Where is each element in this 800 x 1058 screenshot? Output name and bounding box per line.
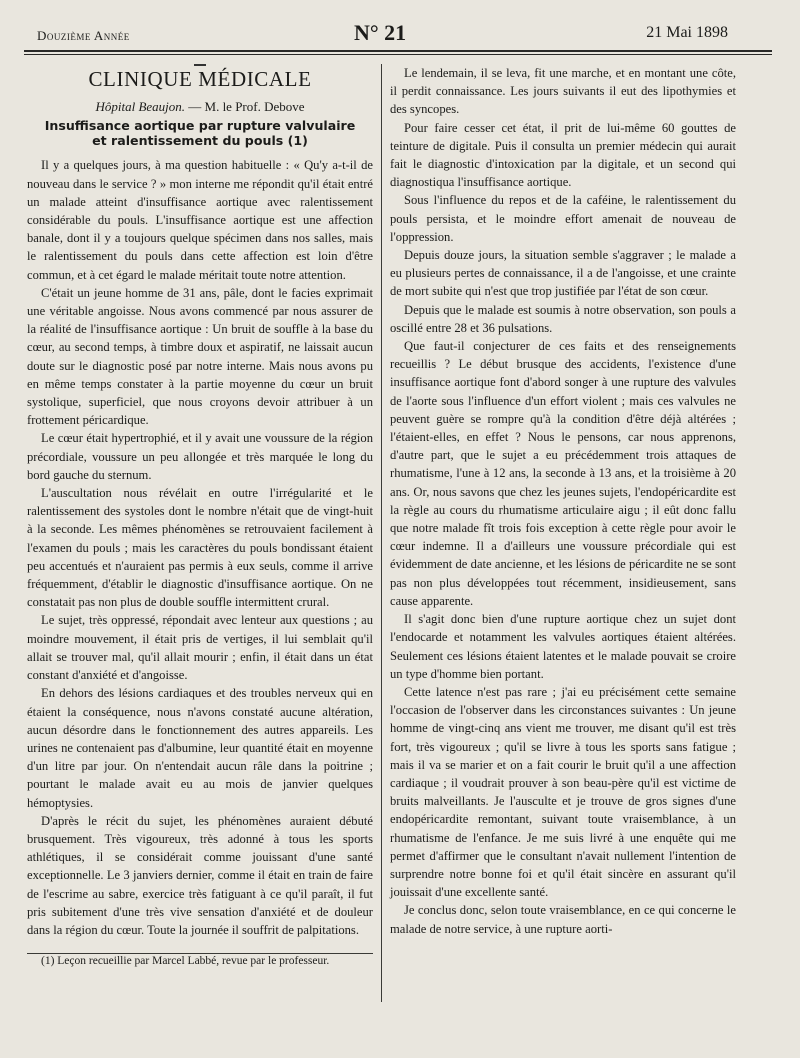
right-column xyxy=(390,64,736,938)
paragraph: En dehors des lésions cardiaques et des troubles nerveux qui en étaient la conséquence, nous n'avons constaté aucune altération, aucun désordre dans le fonctionnement des autres appareils. Les urines ne contenaient pas d'albumine, leur quantité était en moyenne d'un litre par jour. On n'entendait aucun râle dans la poitrine ; pourtant le malade avait eu au mois de janvier quelques hémoptysies. xyxy=(27,686,373,810)
issue-date: 21 Mai 1898 xyxy=(646,24,728,41)
header-rule xyxy=(24,50,772,55)
paragraph: Cette latence n'est pas rare ; j'ai eu précisément cette semaine l'occasion de l'observer dans les circonstances suivantes : Un jeune homme de vingt-cinq ans vient me trouver, me disant qu'il est très fort, très vigoureux ; qu'il se livre à tous les sports sans fatigue ; mais il va se marier et on a fait courir le bruit qu'il a une affection cardiaque ; il voudrait prouver à son beau-père qu'il est victime de bruits malveillants. Je l'ausculte et je trouve de gros signes d'une endopéricardite remontant, suivant toute vraisemblance, à un rhumatisme de l'enfance. Je me suis livré à une enquête qui me permet d'affirmer que le consultant n'avait nullement l'intention de surprendre notre bonne foi et qu'il était sincère en assurant qu'il jouissait d'une excellente santé. xyxy=(390,684,736,900)
subtitle-line-2: et ralentissement du pouls (1) xyxy=(92,133,308,149)
page-header xyxy=(0,18,800,52)
issue-number: N° 21 xyxy=(354,20,407,45)
column-divider xyxy=(381,64,382,1002)
paragraph: L'auscultation nous révélait en outre l'irrégularité et le ralentissement des systoles dont le nombre n'était que de vingt-huit à la seconde. Les mêmes phénomènes se retrouvaient facilement à l'examen du pouls ; mais les caractères du pouls bondissant étaient peu accentués et n'auraient pas permis à eux seuls, comme il arrive fréquemment, d'établir le diagnostic d'insuffisance aortique. On ne constatait pas non plus de double souffle intermittent crural. xyxy=(27,486,373,610)
paragraph: Il y a quelques jours, à ma question habituelle : « Qu'y a-t-il de nouveau dans le service ? » mon interne me répondit qu'il était entré un malade atteint d'insuffisance aortique avec ralentissement considérable du pouls. L'insuffisance aortique est une affection banale, dont il y a toujours quelque spécimen dans nos salles, mais le ralentissement du pouls dans cette affection est loin d'être commun, et à cet égard le malade méritait toute notre attention. xyxy=(27,158,373,282)
paragraph: Il s'agit donc bien d'une rupture aortique chez un sujet dont l'endocarde et notamment les valvules aortiques étaient altérées. Seulement ces lésions étaient latentes et le malade pouvait se croire un type d'homme bien portant. xyxy=(390,612,736,681)
paragraph: Depuis douze jours, la situation semble s'aggraver ; le malade a eu plusieurs pertes de connaissance, il a de l'angoisse, et une crainte de mort subite qui n'est que trop justifiée par l'état de son cœur. xyxy=(390,248,736,299)
paragraph: Depuis que le malade est soumis à notre observation, son pouls a oscillé entre 28 et 36 pulsations. xyxy=(390,302,736,335)
paragraph: Je conclus donc, selon toute vraisemblance, en ce qui concerne le malade de notre service, à une rupture aorti- xyxy=(390,903,736,936)
article-subtitle xyxy=(27,118,373,148)
section-title: CLINIQUE MÉDICALE xyxy=(88,67,312,91)
paragraph: D'après le récit du sujet, les phénomènes auraient débuté brusquement. Très vigoureux, très adonné à tous les sports athlétiques, il se considérait comme jouissant d'une santé exceptionnelle. Le 3 janviers dernier, comme il était en train de faire de l'escrime au sabre, exercice très fatiguant à ce qu'il paraît, il fut pris subitement d'une très vive sensation d'anxiété et de douleur dans la région du cœur. Toute la journée il souffrit de palpitations. xyxy=(27,813,373,937)
paragraph: Le cœur était hypertrophié, et il y avait une voussure de la région précordiale, voussure un peu allongée et très marquée le long du bord gauche du sternum. xyxy=(27,431,373,482)
paragraph: Le sujet, très oppressé, répondait avec lenteur aux questions ; au moindre mouvement, il était pris de vertiges, il lui semblait qu'il allait se trouver mal, qu'il allait mourir ; enfin, il était dans un état constant d'anxiété et d'angoisse. xyxy=(27,613,373,683)
subtitle-line-1: Insuffisance aortique par rupture valvulaire xyxy=(44,118,356,134)
byline xyxy=(27,98,373,116)
footnote: (1) Leçon recueillie par Marcel Labbé, revue par le professeur. xyxy=(41,955,330,968)
title-ornament xyxy=(194,64,206,66)
paragraph: C'était un jeune homme de 31 ans, pâle, dont le facies exprimait une véritable angoisse. Nous avons commencé par nous assurer de la réalité de l'insuffisance aortique : Un bruit de souffle à la base du cœur, au second temps, à timbre doux et aspiratif, ne laissait aucun doute sur le diagnostic posé par notre interne. Mais nous avons pu en même temps constater à la partie moyenne du cœur un bruit systolique, superficiel, que nous croyons devoir attribuer à un frottement péricardique. xyxy=(27,285,373,428)
volume-label: Douzième Année xyxy=(37,28,130,43)
paragraph: Pour faire cesser cet état, il prit de lui-même 60 gouttes de teinture de digitale. Puis il consulta un premier médecin qui aurait fait le diagnostic d'intoxication par la digitale, et un second qui diagnostiqua l'insuffisance aortique. xyxy=(390,120,736,190)
byline-place: Hôpital Beaujon. xyxy=(95,99,186,115)
paragraph: Sous l'influence du repos et de la caféine, le ralentissement du pouls persista, et le moindre effort amenait de nouveau de l'oppression. xyxy=(390,193,736,244)
paragraph: Que faut-il conjecturer de ces faits et des renseignements recueillis ? Le début brusque des accidents, l'existence d'une insuffisance aortique font d'abord songer à une rupture des valvules de l'aorte sous l'influence d'un effort violent ; mais ces valvules ne peuvent guère se rompre qu'à la condition d'être déjà altérées ; l'étaient-elles, en effet ? Nous le pensons, car nous apprenons, d'autre part, que le sujet a eu précédemment trois attaques de rhumatisme, l'une à 12 ans, la seconde à 13 ans, et la troisième à 20 ans. Or, nous savons que chez les jeunes sujets, l'endopéricardite est la règle au cours du rhumatisme articulaire aigu ; il eût donc fallu que notre malade fît trois fois exception à cette règle pour avoir le cœur indemne. Il a d'ailleurs une voussure précordiale qui est évidemment de date ancienne, et les lésions de péricardite ne se sont pas non plus développées tout récemment, insidieusement, sans cause apparente. xyxy=(390,339,736,608)
paragraph: Le lendemain, il se leva, fit une marche, et en montant une côte, il perdit connaissance. Les jours suivants il eut des lipothymies et des syncopes. xyxy=(390,66,736,117)
byline-author: — M. le Prof. Debove xyxy=(185,99,305,115)
left-column xyxy=(27,64,373,969)
